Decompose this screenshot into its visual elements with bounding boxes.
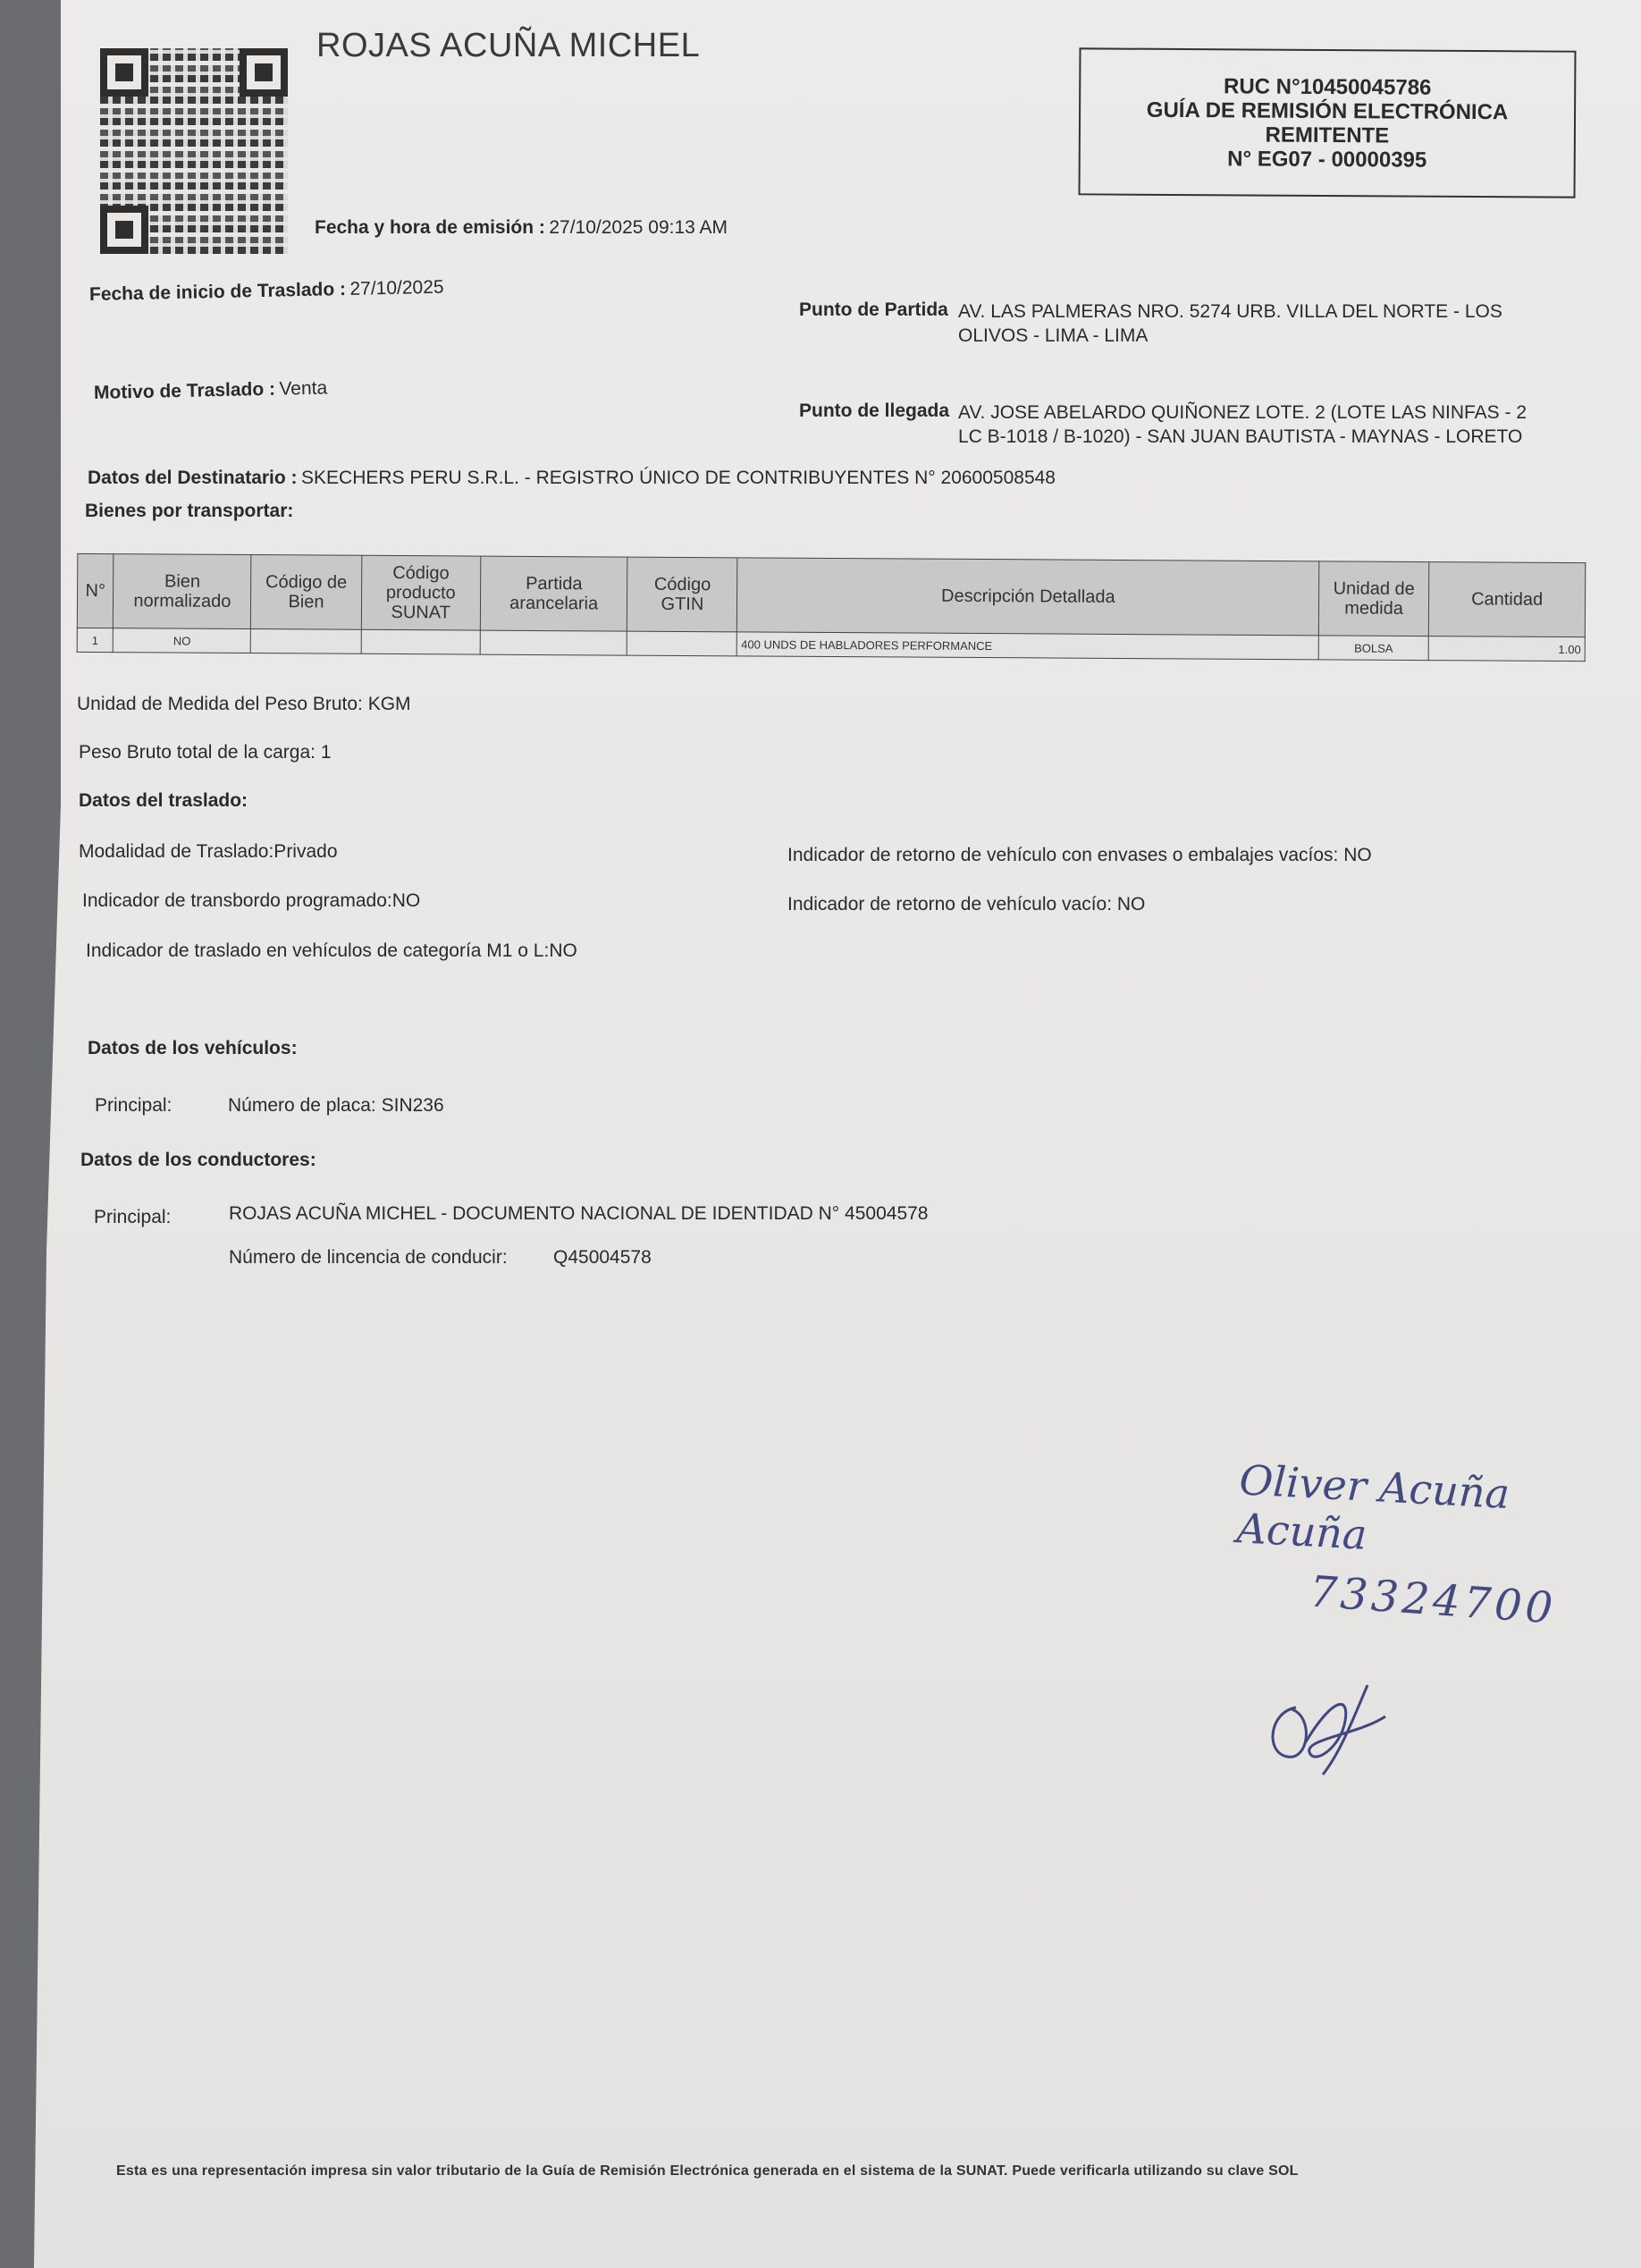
transshipment-indicator: Indicador de transbordo programado:NO: [82, 890, 421, 911]
cell-description: 400 UNDS DE HABLADORES PERFORMANCE: [737, 632, 1319, 660]
gross-weight: [79, 742, 332, 763]
origin-address-line2: OLIVOS - LIMA - LIMA: [958, 325, 1149, 346]
recipient-label: Datos del Destinatario :: [88, 468, 298, 488]
transfer-reason-label: Motivo de Traslado :: [93, 378, 276, 403]
return-empty-packaging: Indicador de retorno de vehículo con envases o embalajes vacíos: NO: [787, 845, 1372, 865]
plate-value: SIN236: [381, 1095, 444, 1116]
transfer-reason-value: Venta: [279, 377, 328, 400]
transfer-start-label: Fecha de inicio de Traslado :: [88, 278, 347, 305]
qr-finder-icon: [100, 206, 148, 254]
col-gtin: Código GTIN: [627, 557, 738, 632]
cell-number: 1: [77, 628, 113, 652]
return-empty-vehicle: Indicador de retorno de vehículo vacío: NO: [787, 894, 1146, 915]
origin-label: Punto de Partida: [799, 299, 948, 320]
col-item-code: Código de Bien: [251, 555, 362, 630]
origin-point: [799, 299, 1603, 348]
vehicles-heading: Datos de los vehículos:: [88, 1038, 298, 1058]
driver-license-label: Número de lincencia de conducir:: [229, 1247, 508, 1268]
handwritten-name: Oliver Acuña Acuña: [1235, 1455, 1511, 1559]
ruc-number: RUC N°10450045786: [1223, 73, 1432, 100]
cell-tariff: [480, 630, 627, 655]
destination-point: [799, 400, 1603, 449]
qr-code-icon: [100, 48, 288, 254]
col-unit: Unidad de medida: [1318, 561, 1429, 637]
transport-heading: Datos del traslado:: [79, 790, 248, 811]
cell-item-code: [251, 629, 361, 654]
goods-table-header: [77, 553, 1585, 637]
ruc-box: [1079, 47, 1577, 198]
goods-heading: Bienes por transportar:: [85, 501, 294, 521]
destination-label: Punto de llegada: [799, 400, 950, 421]
document-type-line1: GUÍA DE REMISIÓN ELECTRÓNICA: [1146, 97, 1509, 124]
cell-quantity: 1.00: [1428, 637, 1585, 662]
footer-note: Esta es una representación impresa sin valor tributario de la Guía de Remisión Electrónica generada en el sistema de la SUNAT. Puede verificarla utilizando su clave SOL: [116, 2163, 1299, 2179]
drivers-heading: Datos de los conductores:: [80, 1150, 316, 1170]
col-sunat-code: Código producto SUNAT: [361, 555, 481, 630]
weight-unit-label: Unidad de Medida del Peso Bruto:: [77, 694, 363, 714]
gross-weight-value: 1: [320, 742, 332, 763]
col-normalized: Bien normalizado: [114, 554, 252, 629]
transfer-start-date: 27/10/2025: [349, 276, 444, 299]
destination-address-line2: LC B-1018 / B-1020) - SAN JUAN BAUTISTA - MAYNAS - LORETO: [958, 426, 1523, 447]
col-description: Descripción Detallada: [737, 558, 1319, 636]
col-number: N°: [77, 553, 114, 628]
cell-gtin: [627, 631, 737, 656]
issue-datetime: [315, 217, 728, 239]
gross-weight-label: Peso Bruto total de la carga:: [79, 742, 316, 763]
issue-datetime-label: Fecha y hora de emisión :: [315, 217, 545, 238]
cell-sunat-code: [361, 629, 481, 654]
vehicle-plate: [228, 1095, 444, 1117]
issue-datetime-value: 27/10/2025 09:13 AM: [549, 217, 728, 238]
issuer-name: ROJAS ACUÑA MICHEL: [316, 27, 701, 64]
origin-address-line1: AV. LAS PALMERAS NRO. 5274 URB. VILLA DEL NORTE - LOS: [958, 301, 1502, 322]
plate-label: Número de placa:: [228, 1095, 376, 1116]
goods-table: [77, 553, 1586, 662]
driver-principal-label: Principal:: [94, 1207, 172, 1227]
cell-unit: BOLSA: [1318, 636, 1428, 661]
driver-name: ROJAS ACUÑA MICHEL - DOCUMENTO NACIONAL DE IDENTIDAD N° 45004578: [229, 1203, 929, 1224]
driver-license-value: Q45004578: [553, 1247, 652, 1268]
signature-icon: [1260, 1681, 1394, 1779]
document-number: N° EG07 - 00000395: [1227, 146, 1427, 173]
document-type-line2: REMITENTE: [1265, 122, 1390, 148]
col-tariff: Partida arancelaria: [480, 556, 627, 631]
m1-l-indicator: Indicador de traslado en vehículos de categoría M1 o L:NO: [86, 940, 577, 961]
qr-finder-icon: [240, 48, 288, 97]
col-quantity: Cantidad: [1428, 562, 1585, 637]
weight-unit: [77, 694, 411, 715]
vehicle-principal-label: Principal:: [95, 1095, 173, 1116]
recipient: [88, 468, 1056, 489]
qr-finder-icon: [100, 48, 148, 97]
handwritten-id: 73324700: [1308, 1566, 1558, 1634]
destination-address-line1: AV. JOSE ABELARDO QUIÑONEZ LOTE. 2 (LOTE LAS NINFAS - 2: [958, 402, 1527, 423]
weight-unit-value: KGM: [367, 694, 411, 714]
transport-modality: Modalidad de Traslado:Privado: [79, 841, 338, 862]
recipient-value: SKECHERS PERU S.R.L. - REGISTRO ÚNICO DE CONTRIBUYENTES N° 20600508548: [301, 468, 1056, 488]
cell-normalized: NO: [114, 628, 251, 653]
